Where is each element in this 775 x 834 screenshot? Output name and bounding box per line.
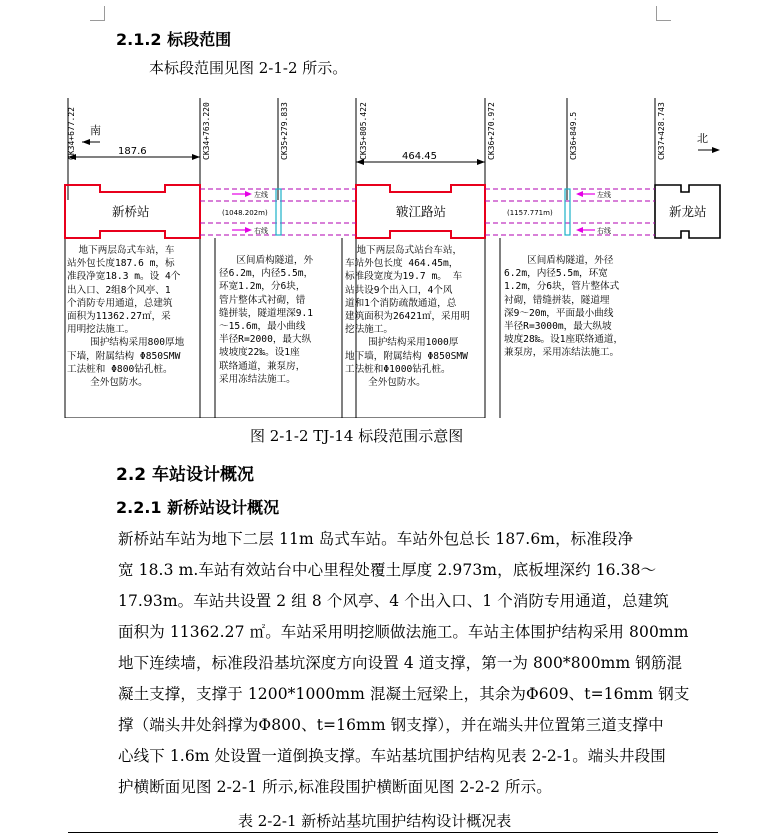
body-text-line: 面积为 11362.27 ㎡。车站采用明挖顺做法施工。车站主体围护结构采用 800mm bbox=[118, 623, 689, 641]
section-heading-2-1-2: 2.1.2 标段范围 bbox=[116, 30, 232, 49]
dimension-mid-label: 464.45 bbox=[402, 151, 437, 162]
desc3-line: 挖法施工。 bbox=[345, 324, 393, 336]
desc4-line: 坡度28‰。设1座联络通道， bbox=[504, 334, 624, 346]
desc3-line: 地下墙，附属结构 Φ850SMW bbox=[345, 350, 468, 362]
chainage-label-7: CK37+428.743 bbox=[657, 102, 666, 160]
desc3-line: 建筑面积为26421㎡，采用明 bbox=[345, 311, 470, 323]
desc2-line: 区间盾构隧道，外 bbox=[219, 255, 314, 266]
desc3-line: 全外包防水。 bbox=[345, 377, 426, 389]
desc1-line: 面积为11362.27㎡，采 bbox=[67, 311, 171, 323]
chainage-label-4: CK35+805.422 bbox=[359, 102, 368, 160]
station-xinlong-label: 新龙站 bbox=[669, 204, 707, 219]
table-top-rule bbox=[68, 832, 718, 833]
desc2-line: 缝拼装，隧道埋深9.1 bbox=[219, 307, 314, 319]
desc3-line: 地下两层岛式站台车站， bbox=[345, 245, 463, 256]
desc3-line: 标准段宽度为19.7 m。 车 bbox=[345, 271, 463, 283]
desc2-line: ～15.6m，最小曲线 bbox=[219, 321, 306, 333]
desc3-line: 围护结构采用1000厚 bbox=[345, 337, 459, 349]
desc4-line: 半径R=3000m，最大纵坡 bbox=[504, 321, 612, 333]
page-corner-mark-right bbox=[656, 6, 671, 21]
desc1-line: 围护结构采用800厚地 bbox=[67, 337, 185, 349]
body-text-line: 17.93m。车站共设置 2 组 8 个风亭、4 个出入口、1 个消防专用通道，总建筑 bbox=[118, 592, 669, 610]
desc1-line: 准段净宽18.3 m。设 4个 bbox=[67, 271, 181, 283]
body-text-line: 护横断面见图 2-2-1 所示,标准段围护横断面见图 2-2-2 所示。 bbox=[118, 778, 552, 796]
desc2-line: 管片整体式衬砌，错 bbox=[219, 294, 306, 306]
desc1-line: 站外包长度187.6 m，标 bbox=[67, 258, 175, 270]
desc4-line: 衬砌，错缝拼装，隧道埋 bbox=[504, 294, 610, 306]
section-heading-2-2: 2.2 车站设计概况 bbox=[116, 465, 255, 485]
tunnel2-right-line-label: 右线 bbox=[597, 227, 611, 235]
desc1-line: 用明挖法施工。 bbox=[67, 324, 135, 336]
desc1-line: 个消防专用通道，总建筑 bbox=[67, 297, 173, 309]
desc2-line: 径6.2m，内径5.5m， bbox=[219, 268, 314, 280]
desc2-line: 联络通道，兼泵房， bbox=[219, 360, 306, 372]
desc2-line: 半径R=2000，最大纵 bbox=[219, 334, 312, 346]
desc3-line: 道和1个消防疏散通道，总 bbox=[345, 297, 457, 309]
desc3-line: 工法桩和Φ1000钻孔桩。 bbox=[345, 363, 451, 375]
body-text-line: 地下连续墙，标准段沿基坑深度方向设置 4 道支撑，第一为 800*800mm 钢筋混 bbox=[118, 654, 683, 672]
desc4-line: 深9～20m，平面最小曲线 bbox=[504, 307, 614, 319]
desc-tunnel-2 bbox=[504, 254, 623, 360]
tunnel1-length-label: (1048.202m) bbox=[222, 209, 268, 217]
chainage-label-1: CK34+677.22 bbox=[67, 107, 76, 160]
station-xiejianglu-label: 皲江路站 bbox=[396, 204, 447, 219]
chainage-label-2: CK34+763.220 bbox=[202, 102, 211, 160]
table-caption: 表 2-2-1 新桥站基坑围护结构设计概况表 bbox=[238, 812, 512, 830]
desc4-line: 1.2m，分6块，管片整体式 bbox=[504, 281, 620, 293]
body-text-line: 新桥站车站为地下二层 11m 岛式车站。车站外包总长 187.6m，标准段净 bbox=[118, 530, 634, 548]
tunnel2-left-line-label: 左线 bbox=[597, 191, 611, 199]
body-text-line: 撑（端头井处斜撑为Φ800、t=16mm 钢支撑），并在端头井位置第三道支撑中 bbox=[118, 716, 664, 734]
chainage-label-6: CK36+849.5 bbox=[569, 111, 578, 160]
section-heading-2-2-1: 2.2.1 新桥站设计概况 bbox=[116, 498, 280, 517]
tunnel2-length-label: (1157.771m) bbox=[507, 209, 553, 217]
chainage-label-5: CK36+270.972 bbox=[487, 102, 496, 160]
body-text-line: 心线下 1.6m 处设置一道倒换支撑。车站基坑围护结构见表 2-2-1。端头井段围 bbox=[118, 747, 666, 765]
body-text-line: 宽 18.3 m.车站有效站台中心里程处覆土厚度 2.973m，底板埋深约 16.38～ bbox=[118, 561, 657, 579]
page-corner-mark-left bbox=[90, 6, 105, 21]
desc-tunnel-1 bbox=[219, 254, 313, 386]
desc1-line: 下墙，附属结构 Φ850SMW bbox=[67, 350, 181, 362]
station-xinqiao-label: 新桥站 bbox=[112, 204, 150, 219]
desc1-line: 出入口、2组8个风亭、1 bbox=[67, 284, 171, 296]
direction-south-label: 南 bbox=[90, 124, 101, 137]
desc1-line: 地下两层岛式车站，车 bbox=[67, 245, 175, 256]
desc1-line: 全外包防水。 bbox=[67, 377, 148, 389]
dimension-left-label: 187.6 bbox=[118, 146, 147, 157]
desc4-line: 6.2m，内径5.5m，环宽 bbox=[504, 268, 608, 280]
desc2-line: 采用冻结法施工。 bbox=[219, 373, 296, 385]
desc3-line: 车站外包长度 464.45m， bbox=[345, 258, 459, 270]
desc4-line: 兼泵房，采用冻结法施工。 bbox=[504, 347, 620, 359]
desc-xiejianglu-station bbox=[345, 244, 470, 389]
desc-xinqiao-station bbox=[67, 244, 184, 389]
desc2-line: 环宽1.2m，分6块， bbox=[219, 281, 306, 293]
tunnel1-left-line-label: 左线 bbox=[254, 191, 268, 199]
chainage-label-3: CK35+279.833 bbox=[280, 102, 289, 160]
desc4-line: 区间盾构隧道，外径 bbox=[504, 255, 614, 266]
tunnel1-right-line-label: 右线 bbox=[254, 227, 268, 235]
figure-caption: 图 2-1-2 TJ-14 标段范围示意图 bbox=[250, 427, 464, 445]
desc2-line: 坡坡度22‰。设1座 bbox=[219, 347, 300, 359]
section-intro: 本标段范围见图 2-1-2 所示。 bbox=[149, 59, 348, 77]
direction-north-label: 北 bbox=[697, 132, 708, 145]
body-text-line: 凝土支撑，支撑于 1200*1000mm 混凝土冠梁上，其余为Φ609、t=16mm 钢支 bbox=[118, 685, 690, 703]
desc3-line: 站共设9个出入口，4个风 bbox=[345, 284, 453, 296]
desc1-line: 工法桩和 Φ800钻孔桩。 bbox=[67, 363, 173, 375]
